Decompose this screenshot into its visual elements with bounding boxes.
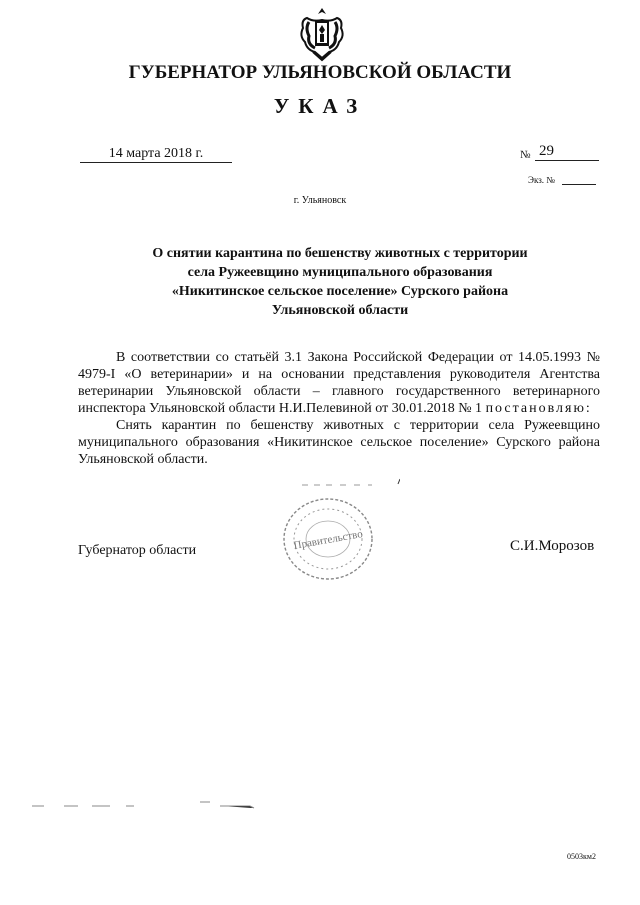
scan-footer-marks [30, 796, 270, 816]
decree-title-line: «Никитинское сельское поселение» Сурского района [171, 284, 509, 299]
copy-number-line [562, 184, 596, 185]
official-seal-icon [280, 495, 376, 583]
copy-number-label: Экз. № [528, 175, 555, 185]
operative-paragraph: Снять карантин по бешенству животных с территории села Ружеевщино муниципального образования «Никитинское сельское поселение» Сурского района Ульяновской области. [78, 418, 600, 467]
decree-word: постановляю: [485, 401, 592, 416]
number-label: № [520, 149, 531, 161]
decree-title-line: села Ружеевщино муниципального образования [187, 265, 493, 280]
preamble-text: В соответствии со статьёй 3.1 Закона Российской Федерации от 14.05.1993 № 4979-I «О ветеринарии» и на основании представления руководителя Агентства ветеринарии Ульяновской области – главного государственного ветеринарного инспектора Ульяновской области Н.И.Пелевиной от 30.01.2018 № 1 [78, 350, 600, 416]
decree-number: 29 [535, 143, 599, 161]
scan-dash-marks [300, 476, 400, 488]
issuing-authority: ГУБЕРНАТОР УЛЬЯНОВСКОЙ ОБЛАСТИ [128, 62, 512, 83]
seal-text: Правительство [292, 528, 364, 552]
preamble-paragraph [78, 349, 600, 417]
issue-city: г. Ульяновск [293, 195, 347, 206]
decree-title-line: Ульяновской области [271, 303, 409, 318]
decree-body [78, 349, 600, 468]
decree-title-line: О снятии карантина по бешенству животных с территории [152, 246, 528, 261]
signatory-position: Губернатор области [78, 543, 197, 558]
decree-title [90, 244, 590, 320]
decree-date: 14 марта 2018 г. [80, 146, 232, 163]
form-code: 0503км2 [567, 852, 596, 861]
signatory-name: С.И.Морозов [510, 538, 595, 554]
document-type: УКАЗ [273, 94, 367, 118]
coat-of-arms-icon [297, 6, 347, 62]
